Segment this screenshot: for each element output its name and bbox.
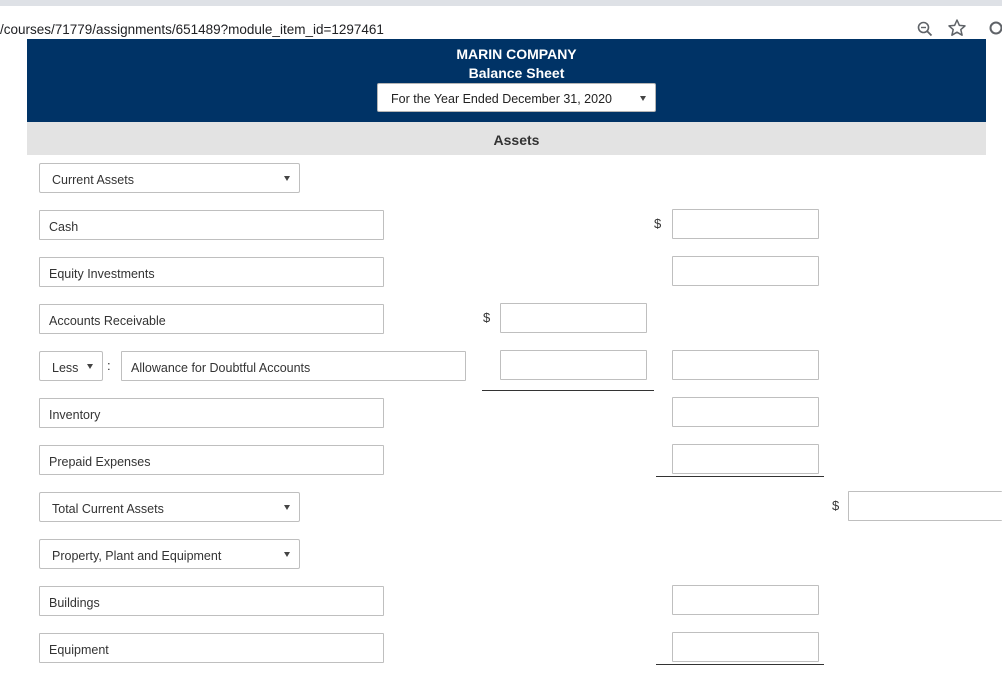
currency-symbol: $ [483, 310, 491, 325]
currency-symbol: $ [832, 498, 840, 513]
cash-account-input[interactable]: Cash [39, 210, 384, 240]
chevron-down-icon [284, 176, 290, 181]
total-current-assets-dropdown[interactable] [39, 492, 300, 522]
buildings-amount-input[interactable] [672, 585, 819, 615]
zoom-icon[interactable] [916, 20, 934, 38]
chevron-down-icon [640, 96, 646, 101]
url-text[interactable]: /courses/71779/assignments/651489?module_item_id=1297461 [0, 22, 384, 37]
less-dropdown-value: Less [52, 361, 79, 375]
star-icon[interactable] [947, 18, 967, 38]
equipment-input[interactable]: Equipment [39, 633, 384, 663]
prepaid-expenses-amount-input[interactable] [672, 444, 819, 474]
ppe-heading-value: Property, Plant and Equipment [52, 549, 222, 563]
allowance-amount-input[interactable] [500, 350, 647, 380]
equipment-amount-input[interactable] [672, 632, 819, 662]
section-bar [27, 122, 986, 155]
statement-header [27, 39, 986, 122]
extension-icon[interactable] [988, 20, 1002, 36]
current-assets-heading-dropdown[interactable] [39, 163, 300, 193]
currency-symbol: $ [654, 216, 662, 231]
address-bar[interactable] [0, 6, 1002, 39]
inventory-input[interactable]: Inventory [39, 398, 384, 428]
total-current-assets-amount-input[interactable] [848, 491, 1002, 521]
colon-separator: : [107, 358, 111, 373]
accounts-receivable-input[interactable]: Accounts Receivable [39, 304, 384, 334]
equity-investments-input[interactable]: Equity Investments [39, 257, 384, 287]
section-title: Assets [493, 132, 540, 148]
total-current-assets-value: Total Current Assets [52, 502, 164, 516]
current-assets-heading-value: Current Assets [52, 173, 134, 187]
net-receivable-amount-input[interactable] [672, 350, 819, 380]
period-dropdown-value: For the Year Ended December 31, 2020 [391, 92, 612, 106]
subtotal-rule [656, 476, 824, 477]
chevron-down-icon [87, 364, 93, 369]
subtotal-rule [482, 390, 654, 391]
inventory-amount-input[interactable] [672, 397, 819, 427]
statement-title: Balance Sheet [468, 65, 565, 81]
prepaid-expenses-input[interactable]: Prepaid Expenses [39, 445, 384, 475]
company-name: MARIN COMPANY [456, 46, 577, 62]
less-dropdown[interactable] [39, 351, 103, 381]
chevron-down-icon [284, 552, 290, 557]
ppe-heading-dropdown[interactable] [39, 539, 300, 569]
accounts-receivable-amount-input[interactable] [500, 303, 647, 333]
chevron-down-icon [284, 505, 290, 510]
subtotal-rule [656, 664, 824, 665]
period-dropdown[interactable] [377, 83, 656, 112]
allowance-account-input[interactable]: Allowance for Doubtful Accounts [121, 351, 466, 381]
buildings-input[interactable]: Buildings [39, 586, 384, 616]
cash-amount-input[interactable] [672, 209, 819, 239]
equity-investments-amount-input[interactable] [672, 256, 819, 286]
